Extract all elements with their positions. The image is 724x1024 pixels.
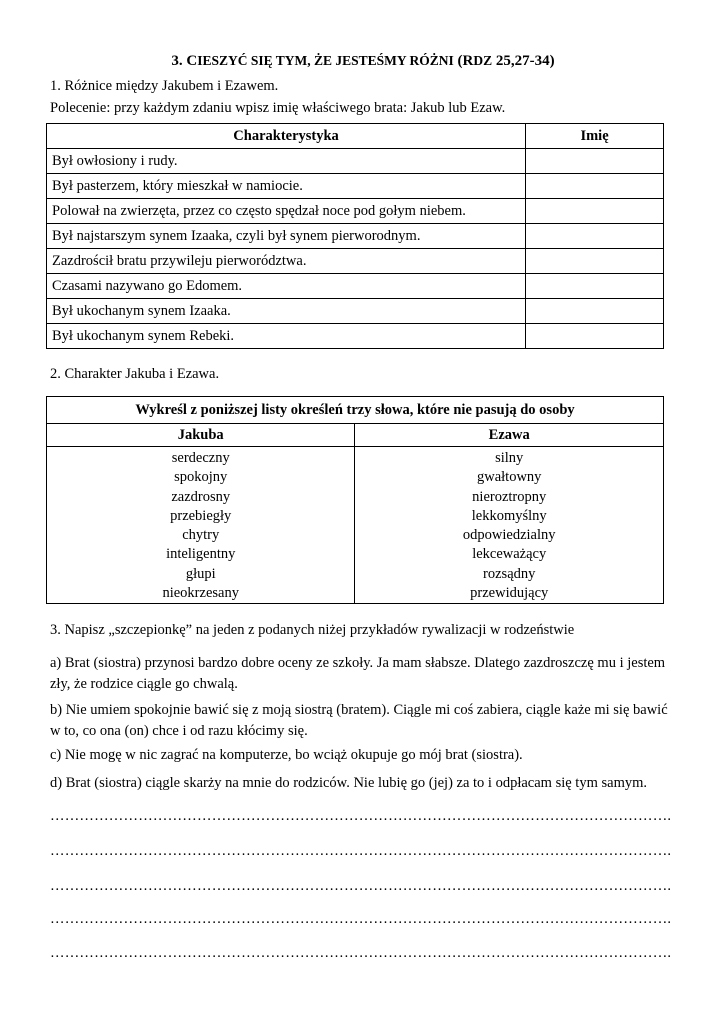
table-row <box>47 324 664 349</box>
character-words-table <box>46 396 664 604</box>
list-item[interactable]: nieokrzesany <box>162 585 239 602</box>
example-d: d) Brat (siostra) ciągle skarży na mnie do rodziców. Nie lubię go (jej) za to i odpłacam się tym samym. <box>50 775 647 791</box>
list-item[interactable]: lekceważący <box>472 546 547 563</box>
answer-line[interactable]: ………………………………………………………………………………………………………………. <box>50 911 672 927</box>
table-row <box>47 447 664 604</box>
page-title: 3. CIESZYĆ SIĘ TYM, ŻE JESTEŚMY RÓŻNI (RDZ 25,27-34) <box>171 53 555 69</box>
section3-heading: 3. Napisz „szczepionkę” na jeden z podanych niżej przykładów rywalizacji w rodzeństwie <box>50 622 575 638</box>
column-header-jakub: Jakuba <box>47 424 355 447</box>
list-item[interactable]: głupi <box>185 565 216 582</box>
name-answer-cell[interactable] <box>526 299 664 324</box>
list-item[interactable]: lekkomyślny <box>471 507 547 524</box>
table-row <box>47 274 664 299</box>
table-row <box>47 249 664 274</box>
section1-heading: 1. Różnice między Jakubem i Ezawem. <box>50 78 279 94</box>
table-subheader-row <box>47 424 664 447</box>
name-answer-cell[interactable] <box>526 274 664 299</box>
name-answer-cell[interactable] <box>526 149 664 174</box>
list-item[interactable]: nieroztropny <box>472 488 547 505</box>
characteristic-cell: Zazdrościł bratu przywileju pierworództwa. <box>47 249 526 274</box>
ezaw-word-list <box>355 447 664 604</box>
list-item[interactable]: spokojny <box>174 469 228 486</box>
example-a: a) Brat (siostra) przynosi bardzo dobre oceny ze szkoły. Ja mam słabsze. Dlatego zazdroszczę mu i jestem zły, że rodzice ciągle go chwalą. <box>50 655 666 692</box>
jakub-word-list <box>47 447 355 604</box>
characteristic-cell: Czasami nazywano go Edomem. <box>47 274 526 299</box>
characteristic-cell: Był pasterzem, który mieszkał w namiocie. <box>47 174 526 199</box>
list-item[interactable]: serdeczny <box>171 450 230 466</box>
characteristic-cell: Polował na zwierzęta, przez co często spędzał noce pod gołym niebem. <box>47 199 526 224</box>
name-answer-cell[interactable] <box>526 174 664 199</box>
name-answer-cell[interactable] <box>526 199 664 224</box>
name-answer-cell[interactable] <box>526 249 664 274</box>
name-answer-cell[interactable] <box>526 324 664 349</box>
list-item[interactable]: rozsądny <box>483 565 536 582</box>
list-item[interactable]: odpowiedzialny <box>462 527 556 544</box>
section1-instruction: Polecenie: przy każdym zdaniu wpisz imię właściwego brata: Jakub lub Ezaw. <box>50 100 506 116</box>
column-header-ezaw: Ezawa <box>355 424 664 447</box>
answer-line[interactable]: ………………………………………………………………………………………………………………. <box>50 945 672 961</box>
answer-line[interactable]: ………………………………………………………………………………………………………………. <box>50 843 672 859</box>
example-c: c) Nie mogę w nic zagrać na komputerze, bo wciąż okupuje go mój brat (siostra). <box>50 747 523 763</box>
cross-out-instruction: Wykreśl z poniższej listy określeń trzy słowa, które nie pasują do osoby <box>47 397 664 424</box>
table-header-row <box>47 124 664 149</box>
characteristics-table <box>46 123 664 349</box>
section2-heading: 2. Charakter Jakuba i Ezawa. <box>50 366 220 382</box>
table-row <box>47 199 664 224</box>
characteristic-cell: Był najstarszym synem Izaaka, czyli był synem pierworodnym. <box>47 224 526 249</box>
answer-line[interactable]: ………………………………………………………………………………………………………………. <box>50 878 672 894</box>
table-header-row <box>47 397 664 424</box>
example-b: b) Nie umiem spokojnie bawić się z moją siostrą (bratem). Ciągle mi coś zabiera, ciągle każe mi się bawić w to, co ona (on) chce i od razu kłócimy się. <box>50 702 668 739</box>
list-item[interactable]: silny <box>495 450 524 466</box>
column-header-characteristic: Charakterystyka <box>47 124 526 149</box>
list-item[interactable]: przebiegły <box>170 507 232 524</box>
list-item[interactable]: chytry <box>182 527 220 544</box>
list-item[interactable]: gwałtowny <box>477 469 542 486</box>
characteristic-cell: Był ukochanym synem Izaaka. <box>47 299 526 324</box>
characteristic-cell: Był owłosiony i rudy. <box>47 149 526 174</box>
table-row <box>47 224 664 249</box>
column-header-name: Imię <box>526 124 664 149</box>
list-item[interactable]: zazdrosny <box>171 488 231 505</box>
answer-line[interactable]: ………………………………………………………………………………………………………………. <box>50 808 672 824</box>
name-answer-cell[interactable] <box>526 224 664 249</box>
characteristic-cell: Był ukochanym synem Rebeki. <box>47 324 526 349</box>
table-row <box>47 174 664 199</box>
table-row <box>47 299 664 324</box>
list-item[interactable]: inteligentny <box>166 546 236 563</box>
list-item[interactable]: przewidujący <box>470 585 549 602</box>
table-row <box>47 149 664 174</box>
